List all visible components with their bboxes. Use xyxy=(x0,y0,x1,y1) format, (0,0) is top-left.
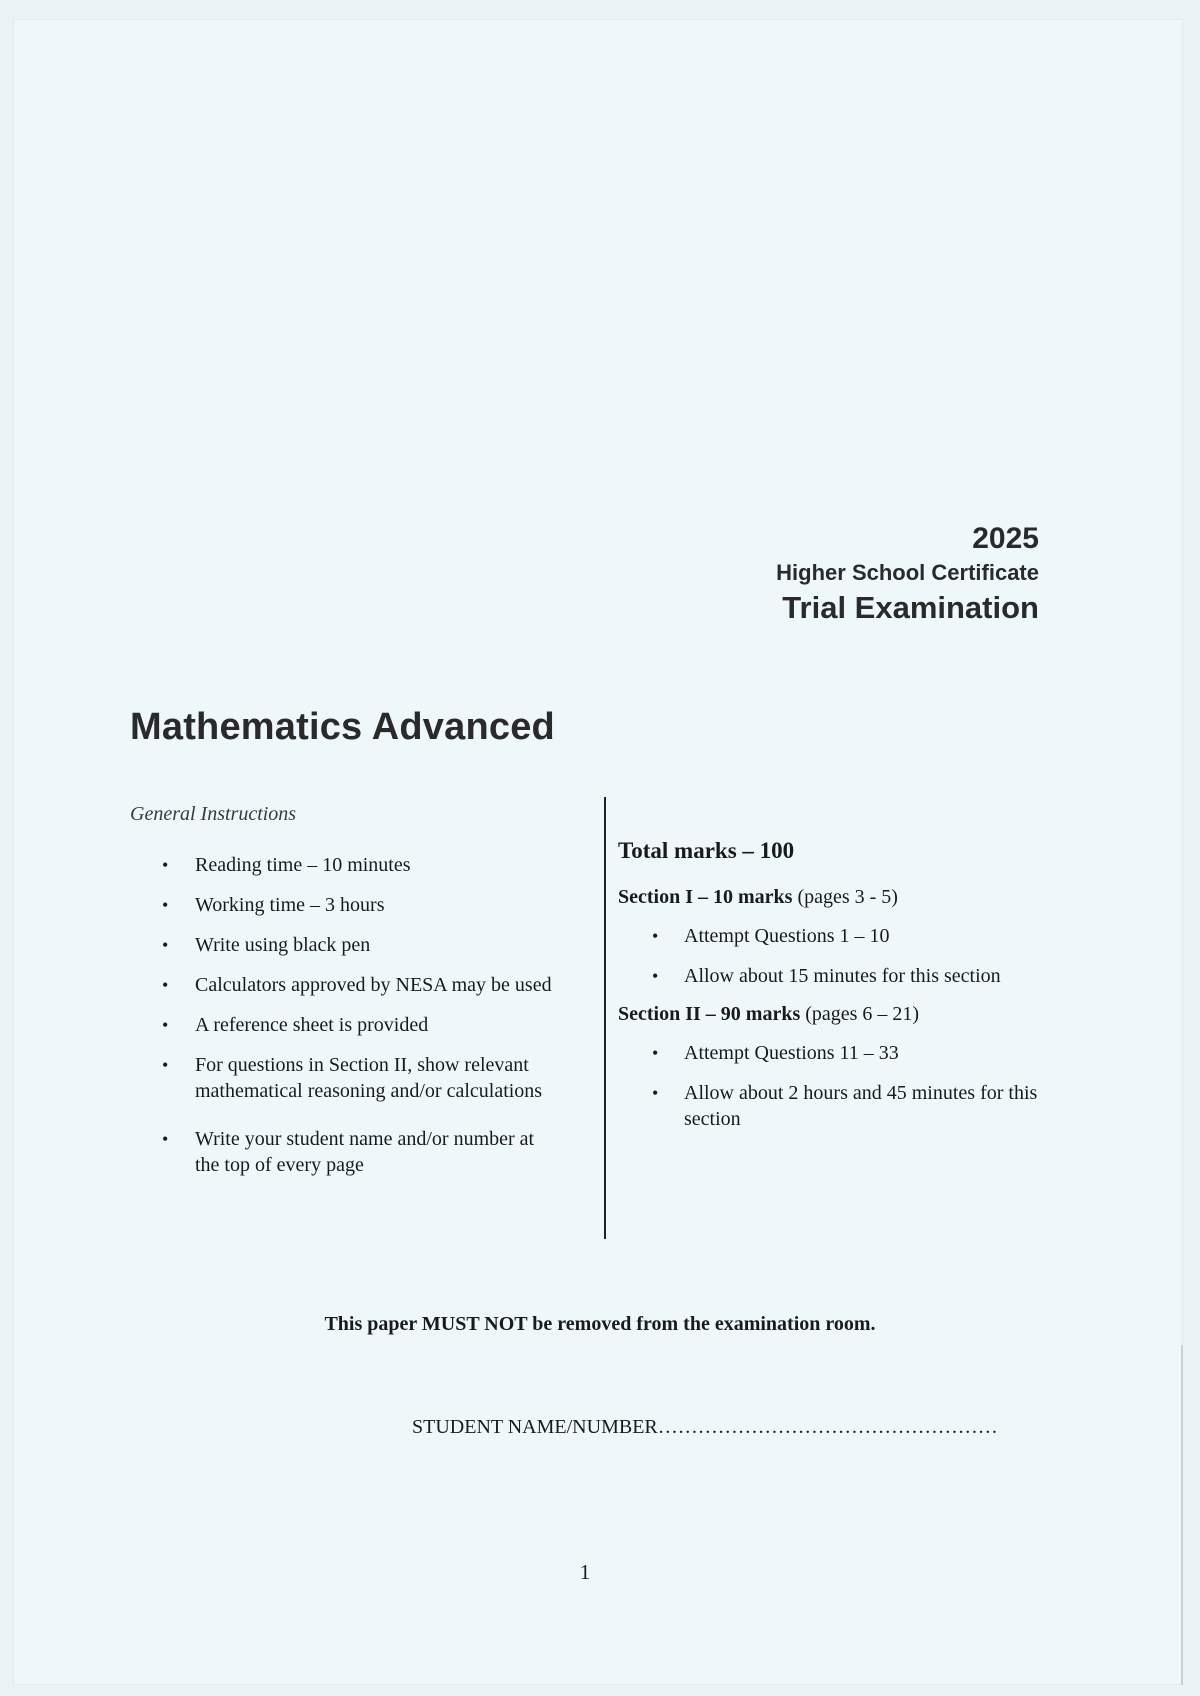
list-item xyxy=(130,972,560,998)
section-instruction: Allow about 15 minutes for this section xyxy=(684,965,1001,987)
bullet-icon: • xyxy=(162,855,169,875)
certificate-name: Higher School Certificate xyxy=(776,560,1039,585)
removal-notice: This paper MUST NOT be removed from the examination room. xyxy=(324,1313,876,1335)
instruction-text: Working time – 3 hours xyxy=(195,894,385,916)
exam-header xyxy=(776,521,1039,627)
section-2-list xyxy=(618,1040,1078,1132)
section-1-title-bold: Section I – 10 marks xyxy=(618,886,793,908)
section-instruction: Attempt Questions 11 – 33 xyxy=(684,1042,899,1064)
bullet-icon: • xyxy=(162,895,169,915)
section-1-pages: (pages 3 - 5) xyxy=(792,886,898,908)
instruction-text: For questions in Section II, show relevant mathematical reasoning and/or calculations xyxy=(195,1054,543,1102)
list-item xyxy=(618,923,1054,949)
section-instruction: Allow about 2 hours and 45 minutes for this section xyxy=(684,1082,1038,1130)
bullet-icon: • xyxy=(652,1043,659,1063)
bullet-icon: • xyxy=(162,975,169,995)
page-number: 1 xyxy=(579,1560,591,1584)
total-marks: Total marks – 100 xyxy=(618,838,795,863)
instruction-text: A reference sheet is provided xyxy=(195,1014,429,1036)
list-item xyxy=(618,1040,1054,1066)
section-2-title xyxy=(618,1003,1078,1026)
instructions-list xyxy=(130,852,570,1178)
list-item xyxy=(130,932,560,958)
bullet-icon: • xyxy=(652,966,659,986)
exam-year: 2025 xyxy=(972,522,1039,555)
bullet-icon: • xyxy=(162,1015,169,1035)
general-instructions xyxy=(130,803,570,1192)
instruction-text: Reading time – 10 minutes xyxy=(195,854,411,876)
instruction-text: Calculators approved by NESA may be used xyxy=(195,974,552,996)
subject-title: Mathematics Advanced xyxy=(130,706,555,748)
bullet-icon: • xyxy=(162,935,169,955)
bullet-icon: • xyxy=(652,1083,659,1103)
list-item xyxy=(130,852,560,878)
section-1-title xyxy=(618,886,1078,909)
bullet-icon: • xyxy=(162,1129,169,1149)
list-item xyxy=(130,1126,560,1178)
column-divider xyxy=(604,797,606,1239)
bullet-icon: • xyxy=(652,926,659,946)
list-item xyxy=(130,892,560,918)
scan-edge-line xyxy=(1181,1345,1183,1685)
student-name-field: STUDENT NAME/NUMBER…………………………………………… xyxy=(412,1416,998,1438)
list-item xyxy=(618,963,1054,989)
section-2-pages: (pages 6 – 21) xyxy=(800,1003,920,1025)
section-2-title-bold: Section II – 90 marks xyxy=(618,1003,801,1025)
instruction-text: Write your student name and/or number at the top of every page xyxy=(195,1128,535,1176)
list-item xyxy=(130,1052,560,1104)
section-instruction: Attempt Questions 1 – 10 xyxy=(684,925,890,947)
list-item xyxy=(618,1080,1054,1132)
marks-breakdown xyxy=(618,838,1078,1146)
bullet-icon: • xyxy=(162,1055,169,1075)
exam-type: Trial Examination xyxy=(782,590,1039,625)
section-1-list xyxy=(618,923,1078,989)
list-item xyxy=(130,1012,560,1038)
instruction-text: Write using black pen xyxy=(195,934,371,956)
general-instructions-heading: General Instructions xyxy=(130,803,297,825)
